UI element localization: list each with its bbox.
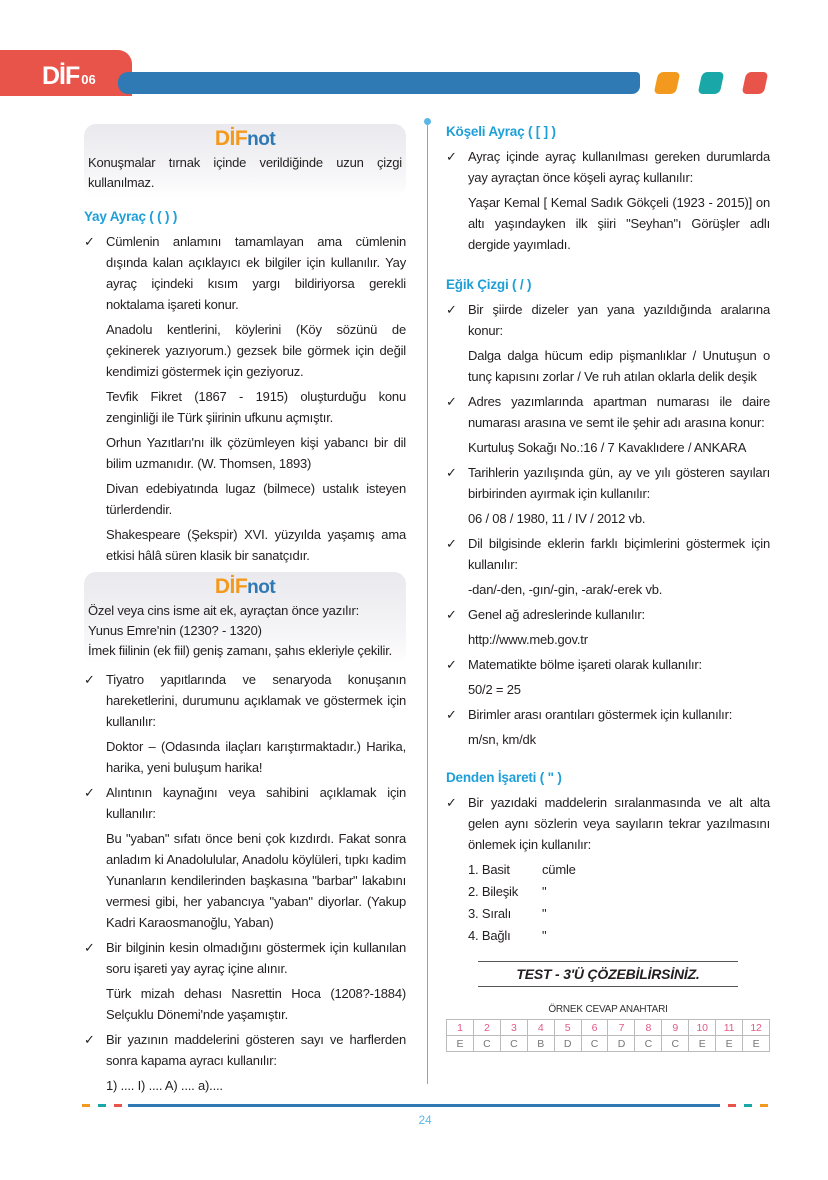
bullet: ✓ Ayraç içinde ayraç kullanılması gereken durumlarda yay ayraçtan önce köşeli ayraç kullanılır: <box>446 146 770 188</box>
check-icon: ✓ <box>446 707 457 722</box>
column-divider-dot <box>424 118 431 125</box>
bullet: ✓ Tiyatro yapıtlarında ve senaryoda konuşanın hareketlerini, durumunu açıklamak ve göstermek için kullanılır: <box>84 669 406 732</box>
difnot-logo: DİFnot <box>214 127 276 150</box>
example: Divan edebiyatında lugaz (bilmece) ustalık isteyen türlerdendir. <box>106 481 406 517</box>
answer-key-table <box>446 1019 770 1052</box>
header-chip-red <box>742 72 769 94</box>
key-answer: C <box>635 1036 662 1052</box>
list-item: 2. Bileşik " <box>468 884 547 899</box>
list-item: 1. Basit cümle <box>468 862 576 877</box>
check-icon: ✓ <box>446 657 457 672</box>
bullet: ✓ Genel ağ adreslerinde kullanılır: <box>446 604 770 625</box>
bullet: ✓ Bir şiirde dizeler yan yana yazıldığında aralarına konur: <box>446 299 770 341</box>
example: m/sn, km/dk <box>468 732 536 747</box>
footer-dash <box>82 1104 90 1107</box>
bullet: ✓ Birimler arası orantıları göstermek için kullanılır: <box>446 704 770 725</box>
example: 1) .... I) .... A) .... a).... <box>106 1078 223 1093</box>
example: Kurtuluş Sokağı No.:16 / 7 Kavaklıdere / ANKARA <box>468 440 747 455</box>
example: http://www.meb.gov.tr <box>468 632 588 647</box>
key-number: 12 <box>743 1020 770 1036</box>
note-text: Özel veya cins isme ait ek, ayraçtan önce yazılır: <box>88 603 360 618</box>
check-icon: ✓ <box>84 234 95 249</box>
check-icon: ✓ <box>84 1032 95 1047</box>
check-icon: ✓ <box>84 672 95 687</box>
check-icon: ✓ <box>84 785 95 800</box>
check-icon: ✓ <box>446 465 457 480</box>
key-number: 10 <box>689 1020 716 1036</box>
section-heading: Köşeli Ayraç ( [ ] ) <box>446 124 556 139</box>
footer-line <box>128 1104 720 1107</box>
right-column <box>446 112 770 1052</box>
answer-key-title: ÖRNEK CEVAP ANAHTARI <box>548 1004 668 1015</box>
footer-dash <box>760 1104 768 1107</box>
note-text: Konuşmalar tırnak içinde verildiğinde uzun çizgi kullanılmaz. <box>88 155 402 190</box>
check-icon: ✓ <box>446 302 457 317</box>
example: Orhun Yazıtları'nı ilk çözümleyen kişi yabancı bir dil bilim uzmanıdır. (W. Thomsen, 1893) <box>106 435 406 471</box>
check-icon: ✓ <box>446 607 457 622</box>
example: Doktor – (Odasında ilaçları karıştırmaktadır.) Harika, harika, yeni buluşum harika! <box>106 739 406 775</box>
section-heading: Yay Ayraç ( ( ) ) <box>84 209 178 224</box>
key-answer: E <box>689 1036 716 1052</box>
key-number: 1 <box>447 1020 474 1036</box>
test-notice: TEST - 3'Ü ÇÖZEBİLİRSİNİZ. <box>516 966 700 982</box>
key-number: 8 <box>635 1020 662 1036</box>
header-chip-teal <box>698 72 725 94</box>
header-bar <box>118 72 640 94</box>
example: 06 / 08 / 1980, 11 / IV / 2012 vb. <box>468 511 646 526</box>
divider <box>478 986 738 987</box>
key-answer: D <box>554 1036 581 1052</box>
example: Dalga dalga hücum edip pişmanlıklar / Unutuşun o tunç kapısını zorlar / Ve ruh atılan oklarla delik deşik <box>468 348 770 384</box>
check-icon: ✓ <box>446 394 457 409</box>
example: Tevfik Fikret (1867 - 1915) oluşturduğu konu zenginliği ile Türk şiirinin ufkunu açmıştır. <box>106 389 406 425</box>
section-heading: Denden İşareti ( " ) <box>446 770 562 785</box>
example: Anadolu kentlerini, köylerini (Köy sözünü de çekinerek yazıyorum.) gezsek bile görmek için değil kendimizi göstermek için geziyoruz. <box>106 322 406 379</box>
key-answer: C <box>473 1036 500 1052</box>
key-number: 7 <box>608 1020 635 1036</box>
footer-dash <box>728 1104 736 1107</box>
bullet: ✓ Bir yazının maddelerini gösteren sayı ve harflerden sonra kapama ayracı kullanılır: <box>84 1029 406 1071</box>
check-icon: ✓ <box>446 795 457 810</box>
example: Yaşar Kemal [ Kemal Sadık Gökçeli (1923 - 2015)] on altı yaşındayken ilk şiiri "Seyhan"ı Görüşler adlı dergide yayımladı. <box>468 195 770 252</box>
key-answer: E <box>743 1036 770 1052</box>
denden-list <box>446 859 770 947</box>
key-answer: D <box>608 1036 635 1052</box>
example: Bu "yaban" sıfatı önce beni çok kızdırdı. Fakat sonra anladım ki Anadolulular, Anadolu köylüleri, tıpkı kadim Yunanların kendilerinden başkasına "barbar" lakabını vermesi gibi, her yabancıya "yaban" diyorlar. (Yakup Kadri Karaosmanoğlu, Yaban) <box>106 831 406 930</box>
list-item: 4. Bağlı " <box>468 928 547 943</box>
key-number: 6 <box>581 1020 608 1036</box>
bullet: ✓ Cümlenin anlamını tamamlayan ama cümlenin dışında kalan açıklayıcı ek bilgiler için kullanılır. Yay ayraç içindeki kısım yargı bildiriyorsa gerekli noktalama işareti konur. <box>84 231 406 315</box>
difnot-box <box>84 572 406 665</box>
header-chip-orange <box>654 72 681 94</box>
header-logo <box>42 62 96 91</box>
key-answer: B <box>527 1036 554 1052</box>
key-answer: C <box>581 1036 608 1052</box>
bullet: ✓ Matematikte bölme işareti olarak kullanılır: <box>446 654 770 675</box>
check-icon: ✓ <box>84 940 95 955</box>
key-number: 2 <box>473 1020 500 1036</box>
footer-dash <box>114 1104 122 1107</box>
brand: DİF <box>42 62 80 90</box>
bullet: ✓ Bir yazıdaki maddelerin sıralanmasında ve alt alta gelen aynı sözlerin veya sayıların tekrar yazılmasını önlemek için kullanılır: <box>446 792 770 855</box>
key-number: 11 <box>716 1020 743 1036</box>
key-number: 9 <box>662 1020 689 1036</box>
bullet: ✓ Tarihlerin yazılışında gün, ay ve yılı gösteren sayıları birbirinden ayırmak için kullanılır: <box>446 462 770 504</box>
footer-dash <box>744 1104 752 1107</box>
list-item: 3. Sıralı " <box>468 906 547 921</box>
key-answer: C <box>662 1036 689 1052</box>
check-icon: ✓ <box>446 536 457 551</box>
bullet: ✓ Adres yazımlarında apartman numarası ile daire numarası arasına ve semt ile şehir adı arasına konur: <box>446 391 770 433</box>
key-answer: E <box>716 1036 743 1052</box>
note-text: Yunus Emre'nin (1230? - 1320) <box>88 623 262 638</box>
example: 50/2 = 25 <box>468 682 521 697</box>
difnot-logo: DİFnot <box>214 575 276 598</box>
key-number: 5 <box>554 1020 581 1036</box>
bullet: ✓ Alıntının kaynağını veya sahibini açıklamak için kullanılır: <box>84 782 406 824</box>
section-heading: Eğik Çizgi ( / ) <box>446 277 532 292</box>
example: -dan/-den, -gın/-gin, -arak/-erek vb. <box>468 582 663 597</box>
column-divider <box>427 124 428 1084</box>
key-number: 3 <box>500 1020 527 1036</box>
bullet: ✓ Dil bilgisinde eklerin farklı biçimlerini göstermek için kullanılır: <box>446 533 770 575</box>
note-text: İmek fiilinin (ek fiil) geniş zamanı, şahıs ekleriyle çekilir. <box>88 643 393 658</box>
unit-number: 06 <box>81 72 96 87</box>
example: Shakespeare (Şekspir) XVI. yüzyılda yaşamış ama etkisi hâlâ süren klasik bir sanatçıdır. <box>106 527 406 563</box>
key-answer: C <box>500 1036 527 1052</box>
check-icon: ✓ <box>446 149 457 164</box>
footer-dash <box>98 1104 106 1107</box>
difnot-box <box>84 124 406 197</box>
left-column <box>84 124 406 1096</box>
key-number: 4 <box>527 1020 554 1036</box>
bullet: ✓ Bir bilginin kesin olmadığını göstermek için kullanılan soru işareti yay ayraç içine alınır. <box>84 937 406 979</box>
key-answer: E <box>447 1036 474 1052</box>
page-number: 24 <box>418 1113 432 1127</box>
example: Türk mizah dehası Nasrettin Hoca (1208?-1884) Selçuklu Dönemi'nde yaşamıştır. <box>106 986 406 1022</box>
